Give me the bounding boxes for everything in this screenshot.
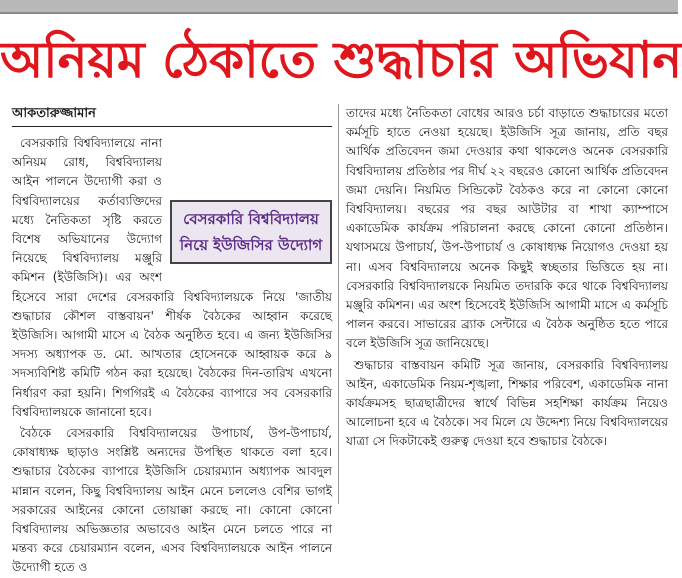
- headline: অনিয়ম ঠেকাতে শুদ্ধাচার অভিযান: [0, 30, 682, 89]
- article-paragraph: তাদের মধ্যে নৈতিকতা বোধের আরও চর্চা বাড়াতে শুদ্ধাচারের মতো কর্মসূচি হাতে নেওয়া হয়েছে। ইউজিসি সূত্র জানায়, প্রতি বছর আর্থিক প্রতিবেদন জমা দেওয়ার কথা থাকলেও অনেক বেসরকারি বিশ্ববিদ্যালয় প্রতিষ্ঠার পর দীর্ঘ ২২ বছরেও কোনো আর্থিক প্রতিবেদন জমা দেয়নি। নিয়মিত সিন্ডিকেট বৈঠকও করে না কোনো কোনো বিশ্ববিদ্যালয়। বছরের পর বছর আউটার বা শাখা ক্যাম্পাসে একাডেমিক কার্যক্রম পরিচালনা করছে কোনো কোনো প্রতিষ্ঠান। যথাসময়ে উপাচার্য, উপ-উপাচার্য ও কোষাধ্যক্ষ নিয়োগও দেওয়া হয় না। এসব বিশ্ববিদ্যালয়ে অনেক কিছুই স্বচ্ছতার ভিত্তিতে হয় না। বেসরকারি বিশ্ববিদ্যালয়কে নিয়মিত তদারকি করে থাকে বিশ্ববিদ্যালয় মঞ্জুরি কমিশন। এর অংশ হিসেবেই ইউজিসি আগামী মাসে এ কর্মসূচি পালন করবে। সাভারের ব্র্যাক সেন্টারে এ বৈঠক অনুষ্ঠিত হতে পারে বলে ইউজিসি সূত্র জানিয়েছে।: [346, 106, 668, 351]
- article-right-column: [346, 104, 668, 504]
- article-paragraph: বেসরকারি বিশ্ববিদ্যালয়ে নানা অনিয়ম রোধ, বিশ্ববিদ্যালয় আইন পালনে উদ্যোগী করা ও বিশ্ববিদ্যালয়ের কর্তাব্যক্তিদের মধ্যে নৈতিকতা সৃষ্টি করতে বিশেষ অভিযানের উদ্যোগ নিয়েছে বিশ্ববিদ্যালয় মঞ্জুরি কমিশন (ইউজিসি)। এর অংশ হিসেবে সারা দেশের বেসরকারি বিশ্ববিদ্যালয়কে নিয়ে 'জাতীয় শুদ্ধাচার কৌশল বাস্তবায়ন' শীর্ষক বৈঠকের আহ্বান করেছে ইউজিসি। আগামী মাসে এ বৈঠক অনুষ্ঠিত হবে। এ জন্য ইউজিসির সদস্য অধ্যাপক ড. মো. আখতার হোসেনকে আহ্বায়ক করে ৯ সদস্যবিশিষ্ট কমিটি গঠন করা হয়েছে। বৈঠকের দিন-তারিখ এখনো নির্ধারণ করা হয়নি। শিগগিরই এ বৈঠকের ব্যাপারে সব বেসরকারি বিশ্ববিদ্যালয়কে জানানো হবে।: [12, 136, 332, 419]
- column-divider: [338, 104, 339, 504]
- article-left-column: [12, 134, 332, 575]
- byline: আকতারুজ্জামান: [12, 105, 332, 127]
- article-paragraph: শুদ্ধাচার বাস্তবায়ন কমিটি সূত্র জানায়, বেসরকারি বিশ্ববিদ্যালয় আইন, একাডেমিক নিয়ম-শৃঙ্খলা, শিক্ষার পরিবেশ, একাডেমিক নানা কার্যক্রমসহ ছাত্রছাত্রীদের স্বার্থে বিভিন্ন সহশিক্ষা কার্যক্রম নিয়েও আলোচনা হবে এ বৈঠকে। সব মিলে যে উদ্দেশ্য নিয়ে বিশ্ববিদ্যালয়ের যাত্রা সে দিকটাকেই গুরুত্ব দেওয়া হবে শুদ্ধাচার বৈঠকে।: [346, 357, 668, 449]
- pullquote-line-2: নিয়ে ইউজিসির উদ্যোগ: [179, 236, 323, 254]
- pullquote-box: [170, 200, 332, 264]
- top-bar: [0, 0, 678, 14]
- article-paragraph: বৈঠকে বেসরকারি বিশ্ববিদ্যালয়ের উপাচার্য, উপ-উপাচার্য, কোষাধ্যক্ষ ছাড়াও সংশ্লিষ্ট অন্যদের উপস্থিত থাকতে বলা হবে। শুদ্ধাচার বৈঠকের ব্যাপারে ইউজিসি চেয়ারম্যান অধ্যাপক আবদুল মান্নান বলেন, কিছু বিশ্ববিদ্যালয় আইন মেনে চললেও বেশির ভাগই সরকারের আইনের কোনো তোয়াক্কা করছে না। কোনো কোনো বিশ্ববিদ্যালয় অভিজ্ঞতার অভাবেও আইন মেনে চলতে পারে না মন্তব্য করে চেয়ারম্যান বলেন, এসব বিশ্ববিদ্যালয়কে আইন পালনে উদ্যোগী হতে ও: [12, 426, 332, 575]
- pullquote-line-1: বেসরকারি বিশ্ববিদ্যালয়: [183, 210, 319, 228]
